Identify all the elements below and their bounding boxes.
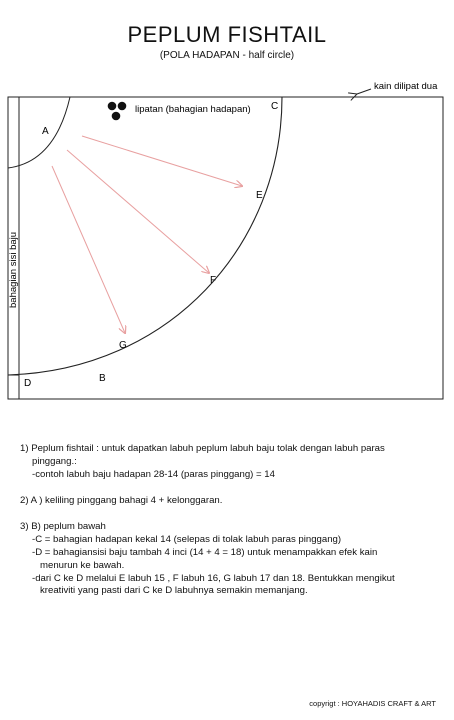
point-c: C [271,101,279,112]
note-2: 2) A ) keliling pinggang bahagi 4 + kelonggaran. [20,494,223,506]
page-title: PEPLUM FISHTAIL [127,22,327,47]
arrow-to-e [82,136,242,186]
side-label: bahagian sisi baju [8,231,19,308]
note-3-e-line-1: -dari C ke D melalui E labuh 15 , F labuh 16, G labuh 17 dan 18. Bentukkan mengikut [32,572,395,584]
arrow-to-f [67,150,209,273]
point-f: F [210,275,217,286]
note-3-d-line-1: -D = bahagiansisi baju tambah 4 inci (14 + 4 = 18) untuk menampakkan efek kain [32,546,378,558]
page-subtitle: (POLA HADAPAN - half circle) [159,50,295,61]
point-e: E [256,190,263,201]
point-b: B [99,373,106,384]
point-g: G [119,340,127,351]
note-3-d-line-2: menurun ke bawah. [40,559,125,571]
lipatan-label: lipatan (bahagian hadapan) [135,104,251,115]
point-d: D [24,378,32,389]
waist-curve [8,97,70,168]
note-1-line-2: pinggang.: [32,455,77,467]
note-3-c: -C = bahagian hadapan kekal 14 (selepas di tolak labuh paras pinggang) [32,533,342,545]
copyright: copyrigt : HOYAHADIS CRAFT & ART [309,699,436,708]
note-1-line-3: -contoh labuh baju hadapan 28-14 (paras pinggang) = 14 [32,468,275,480]
point-a: A [42,126,49,137]
note-3-e-line-2: kreativiti yang pasti dari C ke D labuhnya semakin memanjang. [40,585,308,597]
fabric-outline [8,97,443,399]
note-3-title: 3) B) peplum bawah [20,520,106,532]
fold-arrow [357,89,371,94]
hem-curve [8,97,282,375]
fold-label: kain dilipat dua [374,81,438,92]
fold-dots [108,102,127,121]
note-1-line-1: 1) Peplum fishtail : untuk dapatkan labuh peplum labuh baju tolak dengan labuh paras [20,443,385,454]
instruction-notes [20,443,440,598]
